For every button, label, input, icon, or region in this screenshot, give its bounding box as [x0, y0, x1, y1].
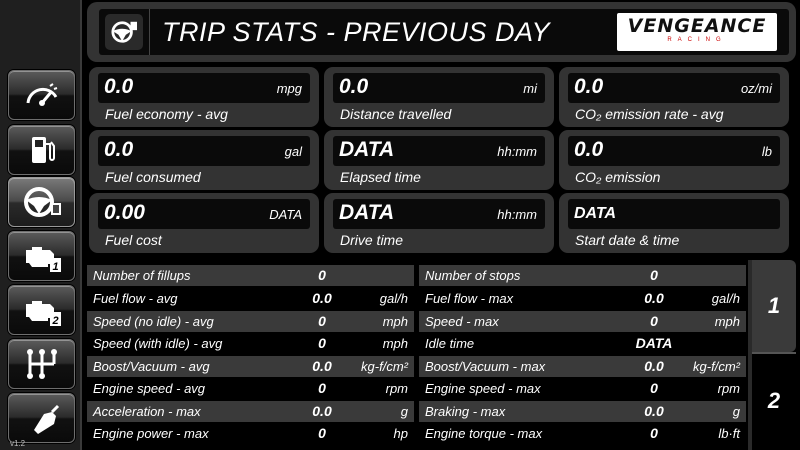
table-row: Idle time DATA: [419, 333, 746, 354]
tile-fuel-consumed: 0.0 gal Fuel consumed: [89, 130, 319, 190]
table-row: Speed - max 0 mph: [419, 311, 746, 332]
svg-text:2: 2: [51, 315, 59, 327]
tile-elapsed-time: DATA hh:mm Elapsed time: [324, 130, 554, 190]
sidebar-item-fuel[interactable]: [8, 125, 75, 175]
page-divider: [752, 352, 796, 354]
table-row: Number of fillups 0: [87, 265, 414, 286]
table-row: Boost/Vacuum - avg 0.0 kg-f/cm²: [87, 356, 414, 377]
tile-start-date: DATA Start date & time: [559, 193, 789, 253]
table-row: Braking - max 0.0 g: [419, 401, 746, 422]
speedometer-icon: [22, 77, 62, 113]
table-row: Number of stops 0: [419, 265, 746, 286]
page-1-button[interactable]: 1: [752, 260, 796, 352]
tile-co2-emission: 0.0 lb CO₂ emission: [559, 130, 789, 190]
table-row: Fuel flow - avg 0.0 gal/h: [87, 288, 414, 309]
sidebar: [0, 0, 82, 450]
table-row: Acceleration - max 0.0 g: [87, 401, 414, 422]
table-row: Speed (with idle) - avg 0 mph: [87, 333, 414, 354]
svg-text:1: 1: [51, 261, 59, 273]
fuel-nozzle-icon: [22, 400, 62, 436]
brand-logo: VENGEANCE RACING: [617, 13, 777, 51]
gear-shift-icon: [22, 346, 62, 382]
sidebar-item-gauges[interactable]: [8, 70, 75, 120]
tile-fuel-cost: 0.00 DATA Fuel cost: [89, 193, 319, 253]
sidebar-item-trip[interactable]: [8, 177, 75, 227]
tile-fuel-economy: 0.0 mpg Fuel economy - avg: [89, 67, 319, 127]
header: [87, 2, 796, 62]
table-row: Speed (no idle) - avg 0 mph: [87, 311, 414, 332]
table-row: Engine speed - avg 0 rpm: [87, 378, 414, 399]
table-row: Engine speed - max 0 rpm: [419, 378, 746, 399]
table-row: Boost/Vacuum - max 0.0 kg-f/cm²: [419, 356, 746, 377]
stats-table: [87, 263, 747, 447]
sidebar-item-transmission[interactable]: [8, 339, 75, 389]
page-2-button[interactable]: 2: [752, 355, 796, 447]
fuel-pump-icon: [22, 132, 62, 168]
trip-icon: [105, 14, 143, 50]
table-row: Engine torque - max 0 lb·ft: [419, 423, 746, 444]
engine-1-icon: [22, 238, 62, 274]
table-row: Fuel flow - max 0.0 gal/h: [419, 288, 746, 309]
sidebar-item-engine-1[interactable]: [8, 231, 75, 281]
steering-wheel-icon: [22, 184, 62, 220]
tile-drive-time: DATA hh:mm Drive time: [324, 193, 554, 253]
engine-2-icon: [22, 292, 62, 328]
sidebar-item-fillup[interactable]: [8, 393, 75, 443]
version-label: v1.2: [10, 439, 26, 448]
table-row: Engine power - max 0 hp: [87, 423, 414, 444]
tile-co2-rate: 0.0 oz/mi CO₂ emission rate - avg: [559, 67, 789, 127]
tile-distance: 0.0 mi Distance travelled: [324, 67, 554, 127]
sidebar-item-engine-2[interactable]: [8, 285, 75, 335]
page-title: TRIP STATS - PREVIOUS DAY: [149, 9, 550, 55]
